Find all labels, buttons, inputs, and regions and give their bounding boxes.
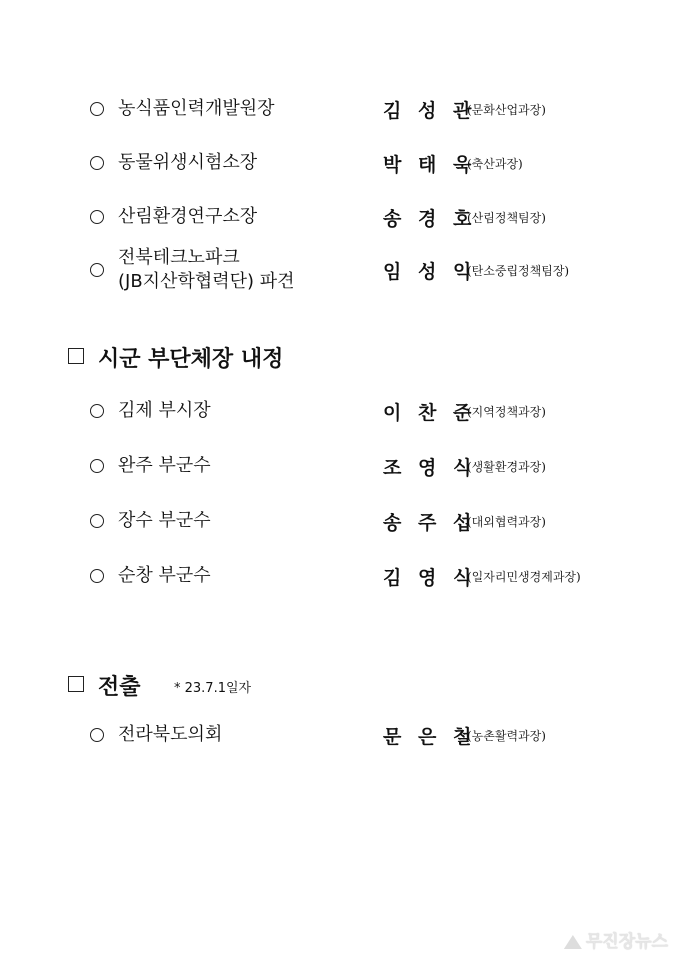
mountain-logo-icon [564, 935, 582, 949]
previous-post: (일자리민생경제과장) [467, 570, 581, 584]
list-item [0, 204, 680, 244]
effective-date-note: * 23.7.1일자 [174, 681, 252, 696]
position-title: 완주 부군수 [118, 455, 211, 476]
previous-post: (지역정책과장) [467, 405, 546, 419]
circle-bullet-icon [90, 102, 104, 116]
list-item [0, 150, 680, 190]
circle-bullet-icon [90, 156, 104, 170]
previous-post: (문화산업과장) [467, 103, 546, 117]
previous-post: (탄소중립정책팀장) [467, 264, 570, 278]
position-title: 농식품인력개발원장 [118, 98, 275, 119]
section-title: 시군 부단체장 내정 [98, 347, 284, 372]
person-name: 송 주 섭 [383, 512, 477, 534]
circle-bullet-icon [90, 263, 104, 277]
section-title: 전출 [98, 675, 141, 700]
previous-post: (생활환경과장) [467, 460, 546, 474]
position-title: 장수 부군수 [118, 510, 211, 531]
position-title: 전라북도의회 [118, 724, 223, 745]
person-name: 문 은 철 [383, 726, 477, 748]
position-title: 동물위생시험소장 [118, 152, 258, 173]
circle-bullet-icon [90, 404, 104, 418]
previous-post: (축산과장) [467, 157, 523, 171]
person-name: 송 경 호 [383, 208, 477, 230]
list-item [0, 398, 680, 438]
circle-bullet-icon [90, 459, 104, 473]
person-name: 조 영 식 [383, 457, 477, 479]
person-name: 이 찬 준 [383, 402, 477, 424]
list-item [0, 722, 680, 762]
position-title-line2: (JB지산학협력단) 파견 [118, 271, 295, 292]
person-name: 박 태 욱 [383, 154, 477, 176]
square-bullet-icon [68, 676, 84, 692]
circle-bullet-icon [90, 210, 104, 224]
list-item [0, 563, 680, 603]
list-item [0, 246, 680, 296]
circle-bullet-icon [90, 728, 104, 742]
person-name: 김 영 식 [383, 567, 477, 589]
circle-bullet-icon [90, 569, 104, 583]
previous-post: (농촌활력과장) [467, 729, 546, 743]
position-title: 산림환경연구소장 [118, 206, 258, 227]
watermark-logo [564, 927, 668, 952]
position-title: 순창 부군수 [118, 565, 211, 586]
person-name: 임 성 익 [383, 261, 477, 283]
position-title: 전북테크노파크 [118, 247, 240, 268]
previous-post: (대외협력과장) [467, 515, 546, 529]
list-item [0, 96, 680, 136]
watermark-text: 무진장뉴스 [585, 932, 668, 952]
circle-bullet-icon [90, 514, 104, 528]
list-item [0, 508, 680, 548]
position-title: 김제 부시장 [118, 400, 211, 421]
person-name: 김 성 관 [383, 100, 477, 122]
previous-post: (산림정책팀장) [467, 211, 546, 225]
square-bullet-icon [68, 348, 84, 364]
list-item [0, 453, 680, 493]
